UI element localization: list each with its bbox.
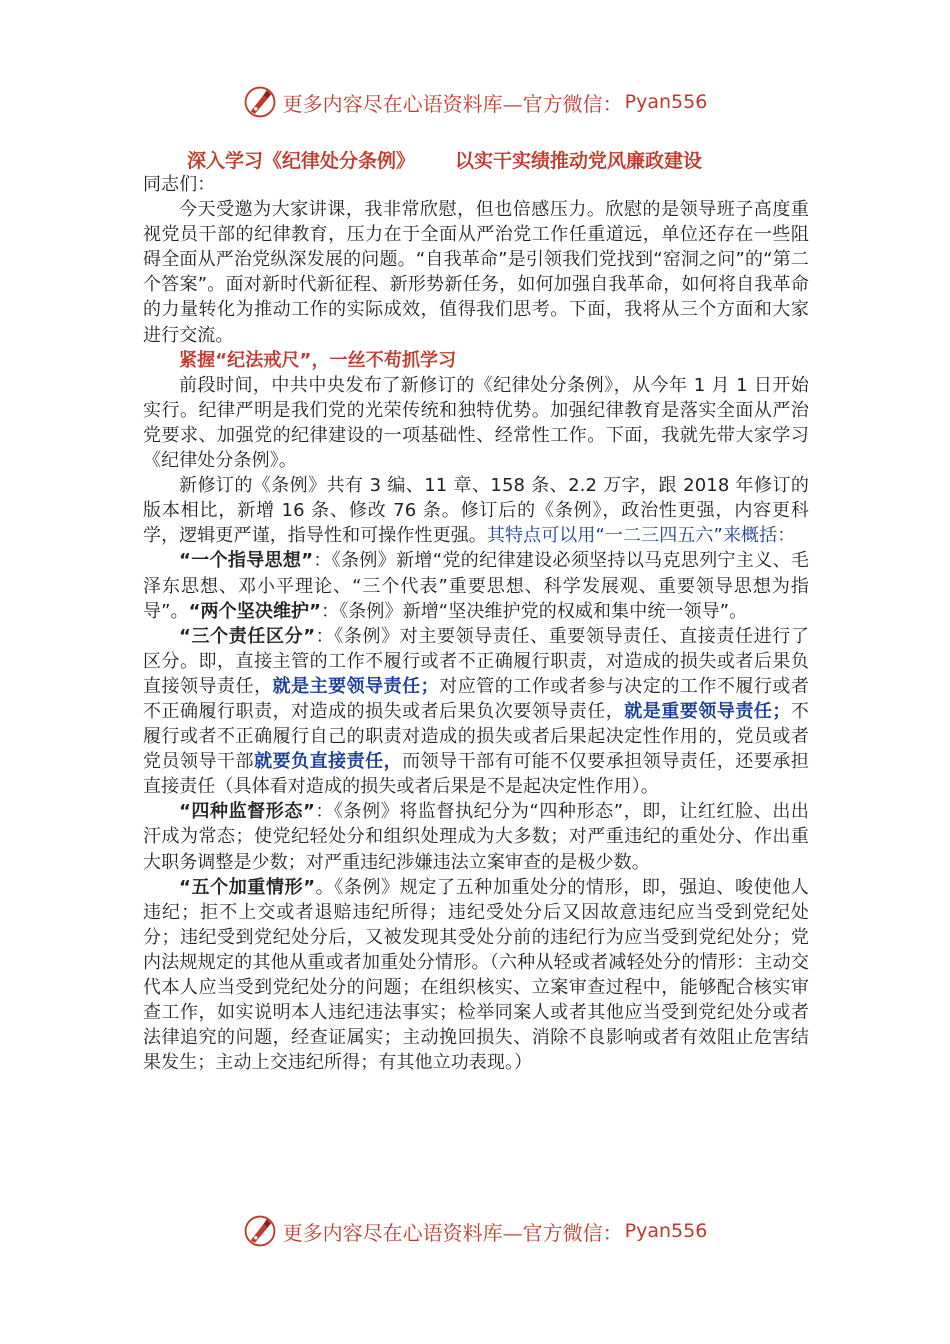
responsibility-text-2: 对应管的工作或者参与决定的工作不履行或者不正确履行职责，对造成的损失或者后果负次要领导责任， <box>143 675 810 722</box>
responsibility-highlight-1: 就是主要领导责任； <box>272 675 439 697</box>
section-heading-1: 紧握“纪法戒尺”，一丝不苟抓学习 <box>179 349 457 371</box>
point-four-supervision: “四种监督形态” <box>179 801 315 823</box>
banner-official-text: 官方微信： <box>522 91 623 116</box>
point-three-responsibility: “三个责任区分” <box>179 625 316 647</box>
banner-wechat-id: Pyan556 <box>624 1220 708 1242</box>
responsibility-text-3: 不履行或者不正确履行自己的职责对造成的损失或者后果起决定性作用的，党员或者党员领导干部 <box>143 700 809 773</box>
paragraph-responsibility <box>143 624 809 800</box>
responsibility-highlight-2: 就是重要领导责任； <box>624 700 791 722</box>
paragraph-regulation-overview <box>143 473 809 548</box>
greeting: 同志们： <box>143 174 216 195</box>
overview-highlight: 其特点可以用“一二三四五六”来概括： <box>486 525 796 547</box>
paragraph-guiding-thought <box>143 548 809 623</box>
header-banner <box>0 80 950 124</box>
paragraph-supervision <box>143 799 809 874</box>
pen-nib-logo-icon <box>243 85 277 119</box>
footer-banner <box>0 1209 950 1253</box>
paragraph-regulation-release: 前段时间，中共中央发布了新修订的《纪律处分条例》，从今年 1 月 1 日开始实行。纪律严明是我们党的光荣传统和独特优势。加强纪律教育是落实全面从严治党要求、加强党的纪律建设的一项基础性、经常性工作。下面，我就先带大家学习《纪律处分条例》。 <box>143 374 809 472</box>
responsibility-text-1: ：《条例》对主要领导责任、重要领导责任、直接责任进行了区分。即，直接主管的工作不履行或者不正确履行职责，对造成的损失或者后果负直接领导责任， <box>143 625 809 697</box>
paragraph-intro: 今天受邀为大家讲课，我非常欣慰，但也倍感压力。欣慰的是领导班子高度重视党员干部的纪律教育，压力在于全面从严治党工作任重道远，单位还存在一些阻碍全面从严治党纵深发展的问题。“自我革命”是引领我们党找到“窑洞之问”的“第二个答案”。面对新时代新征程、新形势新任务，如何加强自我革命，如何将自我革命的力量转化为推动工作的实际成效，值得我们思考。下面，我将从三个方面和大家进行交流。 <box>143 199 809 346</box>
banner-official-text: 官方微信： <box>522 1220 623 1245</box>
document-title <box>187 146 887 173</box>
point-one-text: ：《条例》新增“党的纪律建设必须坚持以马克思列宁主义、毛泽东思想、邓小平理论、“三个代表”重要思想、科学发展观、重要领导思想为指导”。 <box>143 550 810 622</box>
responsibility-text-4: 而领导干部有可能不仅要承担领导责任，还要承担直接责任（具体看对造成的损失或者后果是不是起决定性作用）。 <box>143 751 809 798</box>
point-five-aggravating: “五个加重情形” <box>179 876 316 898</box>
point-two-resolute-upholding: “两个坚决维护” <box>188 600 322 622</box>
title-part-2: 以实干实绩推动党风廉政建设 <box>455 150 703 172</box>
document-body <box>143 172 809 1075</box>
banner-brand-text: 更多内容尽在心语资料库— <box>282 91 523 116</box>
paragraph-aggravating <box>143 875 809 1076</box>
banner-brand-text: 更多内容尽在心语资料库— <box>282 1220 523 1245</box>
supervision-text: ：《条例》将监督执纪分为“四种形态”，即，让红红脸、出出汗成为常态；使党纪轻处分和组织处理成为大多数；对严重违纪的重处分、作出重大职务调整是少数；对严重违纪涉嫌违法立案审查的是极少数。 <box>143 801 810 873</box>
pen-nib-logo-icon <box>243 1214 277 1248</box>
banner-wechat-id: Pyan556 <box>624 91 708 113</box>
aggravating-text: 。《条例》规定了五种加重处分的情形，即，强迫、唆使他人违纪；拒不上交或者退赔违纪所得；违纪受处分后又因故意违纪应当受到党纪处分；违纪受到党纪处分后，又被发现其受处分前的违纪行为应当受到党纪处分；党内法规规定的其他从重或者加重处分情形。（六种从轻或者减轻处分的情形：主动交代本人应当受到党纪处分的问题；在组织核实、立案审查过程中，能够配合核实审查工作，如实说明本人违纪违法事实；检举同案人或者其他应当受到党纪处分或者法律追究的问题，经查证属实；主动挽回损失、消除不良影响或者有效阻止危害结果发生；主动上交违纪所得；有其他立功表现。） <box>143 876 809 1074</box>
responsibility-highlight-3: 就要负直接责任， <box>254 751 403 773</box>
point-one-guiding-thought: “一个指导思想” <box>179 550 314 572</box>
point-two-text: ：《条例》新增“坚决维护党的权威和集中统一领导”。 <box>321 600 748 622</box>
overview-text: 新修订的《条例》共有 3 编、11 章、158 条、2.2 万字，跟 2018 年修订的版本相比，新增 16 条、修改 76 条。修订后的《条例》，政治性更强，内容更科学，逻辑更严谨，指导性和可操作性更强。 <box>143 475 809 547</box>
title-part-1: 深入学习《纪律处分条例》 <box>187 150 416 172</box>
